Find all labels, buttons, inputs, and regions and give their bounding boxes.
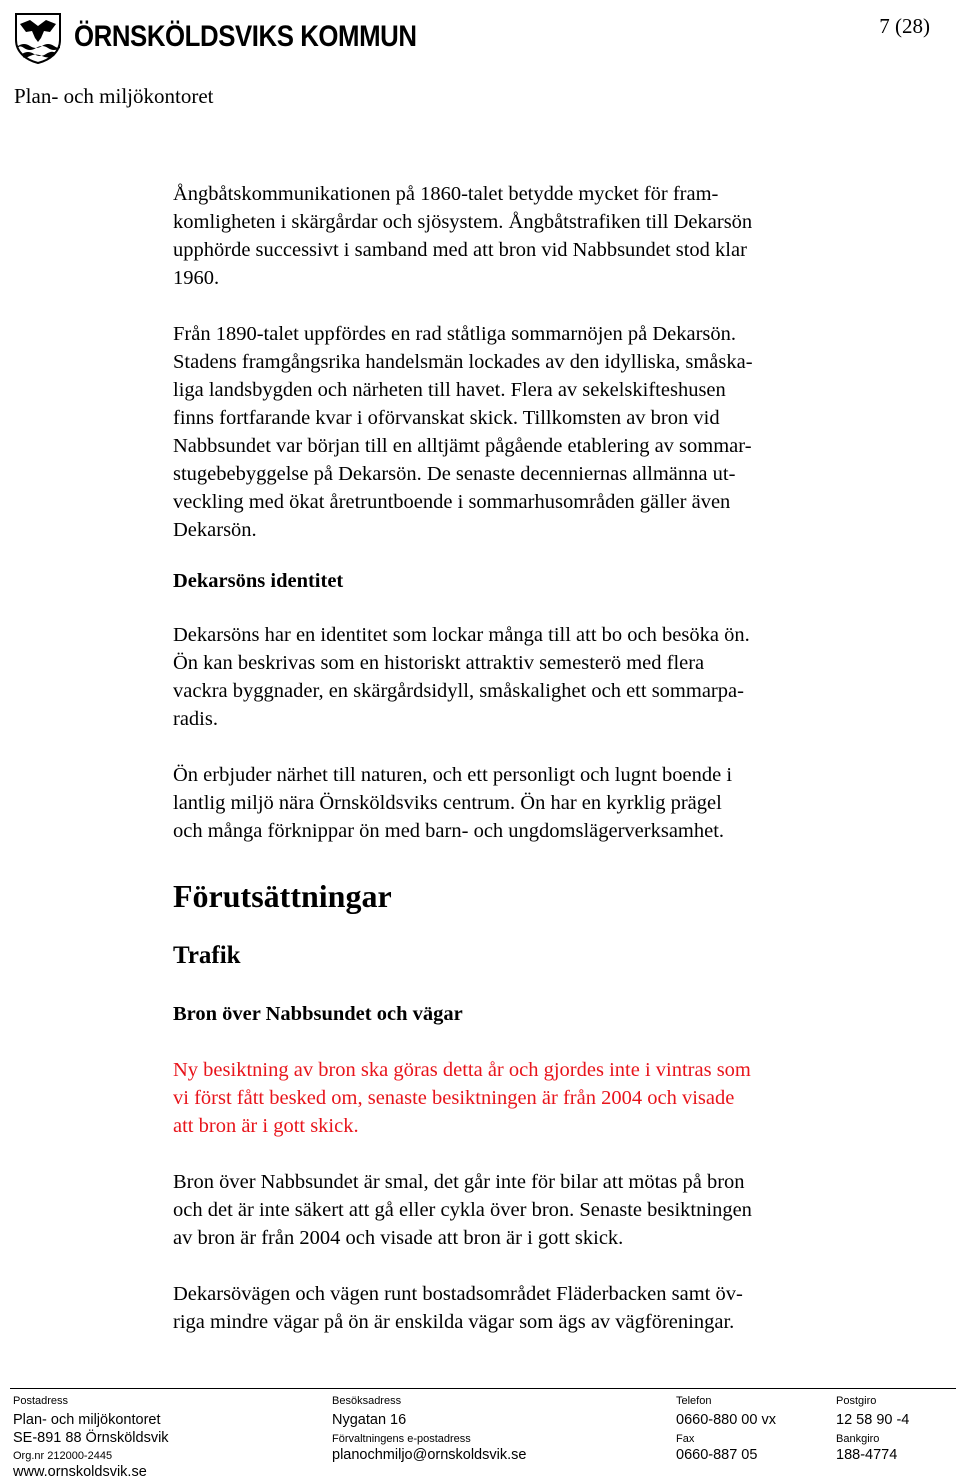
org-number: Org.nr 212000-2445 bbox=[13, 1450, 113, 1462]
postadress-line1: Plan- och miljökontoret bbox=[13, 1412, 161, 1428]
text-line: stugebebyggelse på Dekarsön. De senaste decenniernas allmänna ut- bbox=[173, 463, 736, 485]
paragraph-steamboats bbox=[173, 180, 873, 292]
document-body bbox=[173, 180, 873, 1336]
postgiro-label: Postgiro bbox=[836, 1395, 877, 1407]
paragraph-nature bbox=[173, 761, 873, 845]
telefon-label: Telefon bbox=[676, 1395, 712, 1407]
paragraph-summer-houses bbox=[173, 320, 873, 544]
besoksadress-label: Besöksadress bbox=[332, 1395, 402, 1407]
page-footer bbox=[0, 1388, 960, 1481]
text-line: Stadens framgångsrika handelsmän lockades av den idylliska, småska- bbox=[173, 351, 753, 373]
organization-name: ÖRNSKÖLDSVIKS KOMMUN bbox=[74, 20, 417, 53]
paragraph-inspection-note bbox=[173, 1056, 873, 1140]
text-line: upphörde successivt i samband med att bron vid Nabbsundet stod klar bbox=[173, 239, 747, 261]
text-line: Från 1890-talet uppfördes en rad ståtliga sommarnöjen på Dekarsön. bbox=[173, 323, 737, 345]
text-line: finns fortfarande kvar i oförvanskat skick. Tillkomsten av bron vid bbox=[173, 407, 720, 429]
text-line: och det är inte säkert att gå eller cykla över bron. Senaste besiktningen bbox=[173, 1199, 752, 1221]
text-line: Ångbåtskommunikationen på 1860-talet betydde mycket för fram- bbox=[173, 183, 719, 205]
postadress-line2: SE-891 88 Örnsköldsvik bbox=[13, 1430, 169, 1446]
text-line: Nabbsundet var början till en alltjämt pågående etablering av sommar- bbox=[173, 435, 752, 457]
text-line: Dekarsöns har en identitet som lockar många till att bo och besöka ön. bbox=[173, 624, 750, 646]
text-line: Dekarsövägen och vägen runt bostadsområdet Fläderbacken samt öv- bbox=[173, 1283, 743, 1305]
coat-of-arms-logo bbox=[14, 12, 62, 64]
text-line: av bron är från 2004 och visade att bron är i gott skick. bbox=[173, 1227, 624, 1249]
page-number: 7 (28) bbox=[879, 14, 930, 38]
website-link[interactable]: www.ornskoldsvik.se bbox=[13, 1464, 147, 1480]
fax-value: 0660-887 05 bbox=[676, 1447, 758, 1463]
bankgiro-label: Bankgiro bbox=[836, 1433, 880, 1445]
text-line: Bron över Nabbsundet är smal, det går inte för bilar att mötas på bron bbox=[173, 1171, 745, 1193]
telefon-value: 0660-880 00 vx bbox=[676, 1412, 776, 1428]
text-line: att bron är i gott skick. bbox=[173, 1115, 359, 1137]
department-name: Plan- och miljökontoret bbox=[14, 84, 214, 108]
postgiro-value: 12 58 90 -4 bbox=[836, 1412, 910, 1428]
bankgiro-value: 188-4774 bbox=[836, 1447, 898, 1463]
paragraph-identity bbox=[173, 621, 873, 733]
footer-divider bbox=[10, 1388, 956, 1389]
heading-identity: Dekarsöns identitet bbox=[173, 570, 344, 592]
text-line: Ön erbjuder närhet till naturen, och ett personligt och lugnt boende i bbox=[173, 764, 733, 786]
fax-label: Fax bbox=[676, 1433, 695, 1445]
email-link[interactable]: planochmiljo@ornskoldsvik.se bbox=[332, 1447, 527, 1463]
text-line: lantlig miljö nära Örnsköldsviks centrum. Ön har en kyrklig prägel bbox=[173, 792, 722, 814]
email-label: Förvaltningens e-postadress bbox=[332, 1433, 471, 1445]
text-line: radis. bbox=[173, 708, 218, 730]
text-line: vi först fått besked om, senaste besiktningen är från 2004 och visade bbox=[173, 1087, 735, 1109]
text-line: Ny besiktning av bron ska göras detta år och gjordes inte i vintras som bbox=[173, 1059, 751, 1081]
text-line: Ön kan beskrivas som en historiskt attraktiv semesterö med flera bbox=[173, 652, 705, 674]
postadress-label: Postadress bbox=[13, 1395, 69, 1407]
text-line: Dekarsön. bbox=[173, 519, 257, 541]
text-line: liga landsbygden och närheten till havet. Flera av sekelskifteshusen bbox=[173, 379, 726, 401]
text-line: och många förknippar ön med barn- och ungdomslägerverksamhet. bbox=[173, 820, 725, 842]
heading-traffic: Trafik bbox=[173, 942, 241, 969]
text-line: komligheten i skärgårdar och sjösystem. Ångbåtstrafiken till Dekarsön bbox=[173, 211, 753, 233]
heading-bridge: Bron över Nabbsundet och vägar bbox=[173, 1003, 463, 1025]
besoksadress-value: Nygatan 16 bbox=[332, 1412, 407, 1428]
heading-prerequisites: Förutsättningar bbox=[173, 878, 392, 914]
text-line: 1960. bbox=[173, 267, 220, 289]
paragraph-bridge bbox=[173, 1168, 873, 1252]
paragraph-roads bbox=[173, 1280, 873, 1336]
text-line: riga mindre vägar på ön är enskilda vägar som ägs av vägföreningar. bbox=[173, 1311, 735, 1333]
text-line: veckling med ökat åretruntboende i sommarhusområden gäller även bbox=[173, 491, 731, 513]
text-line: vackra byggnader, en skärgårdsidyll, småskalighet och ett sommarpa- bbox=[173, 680, 744, 702]
